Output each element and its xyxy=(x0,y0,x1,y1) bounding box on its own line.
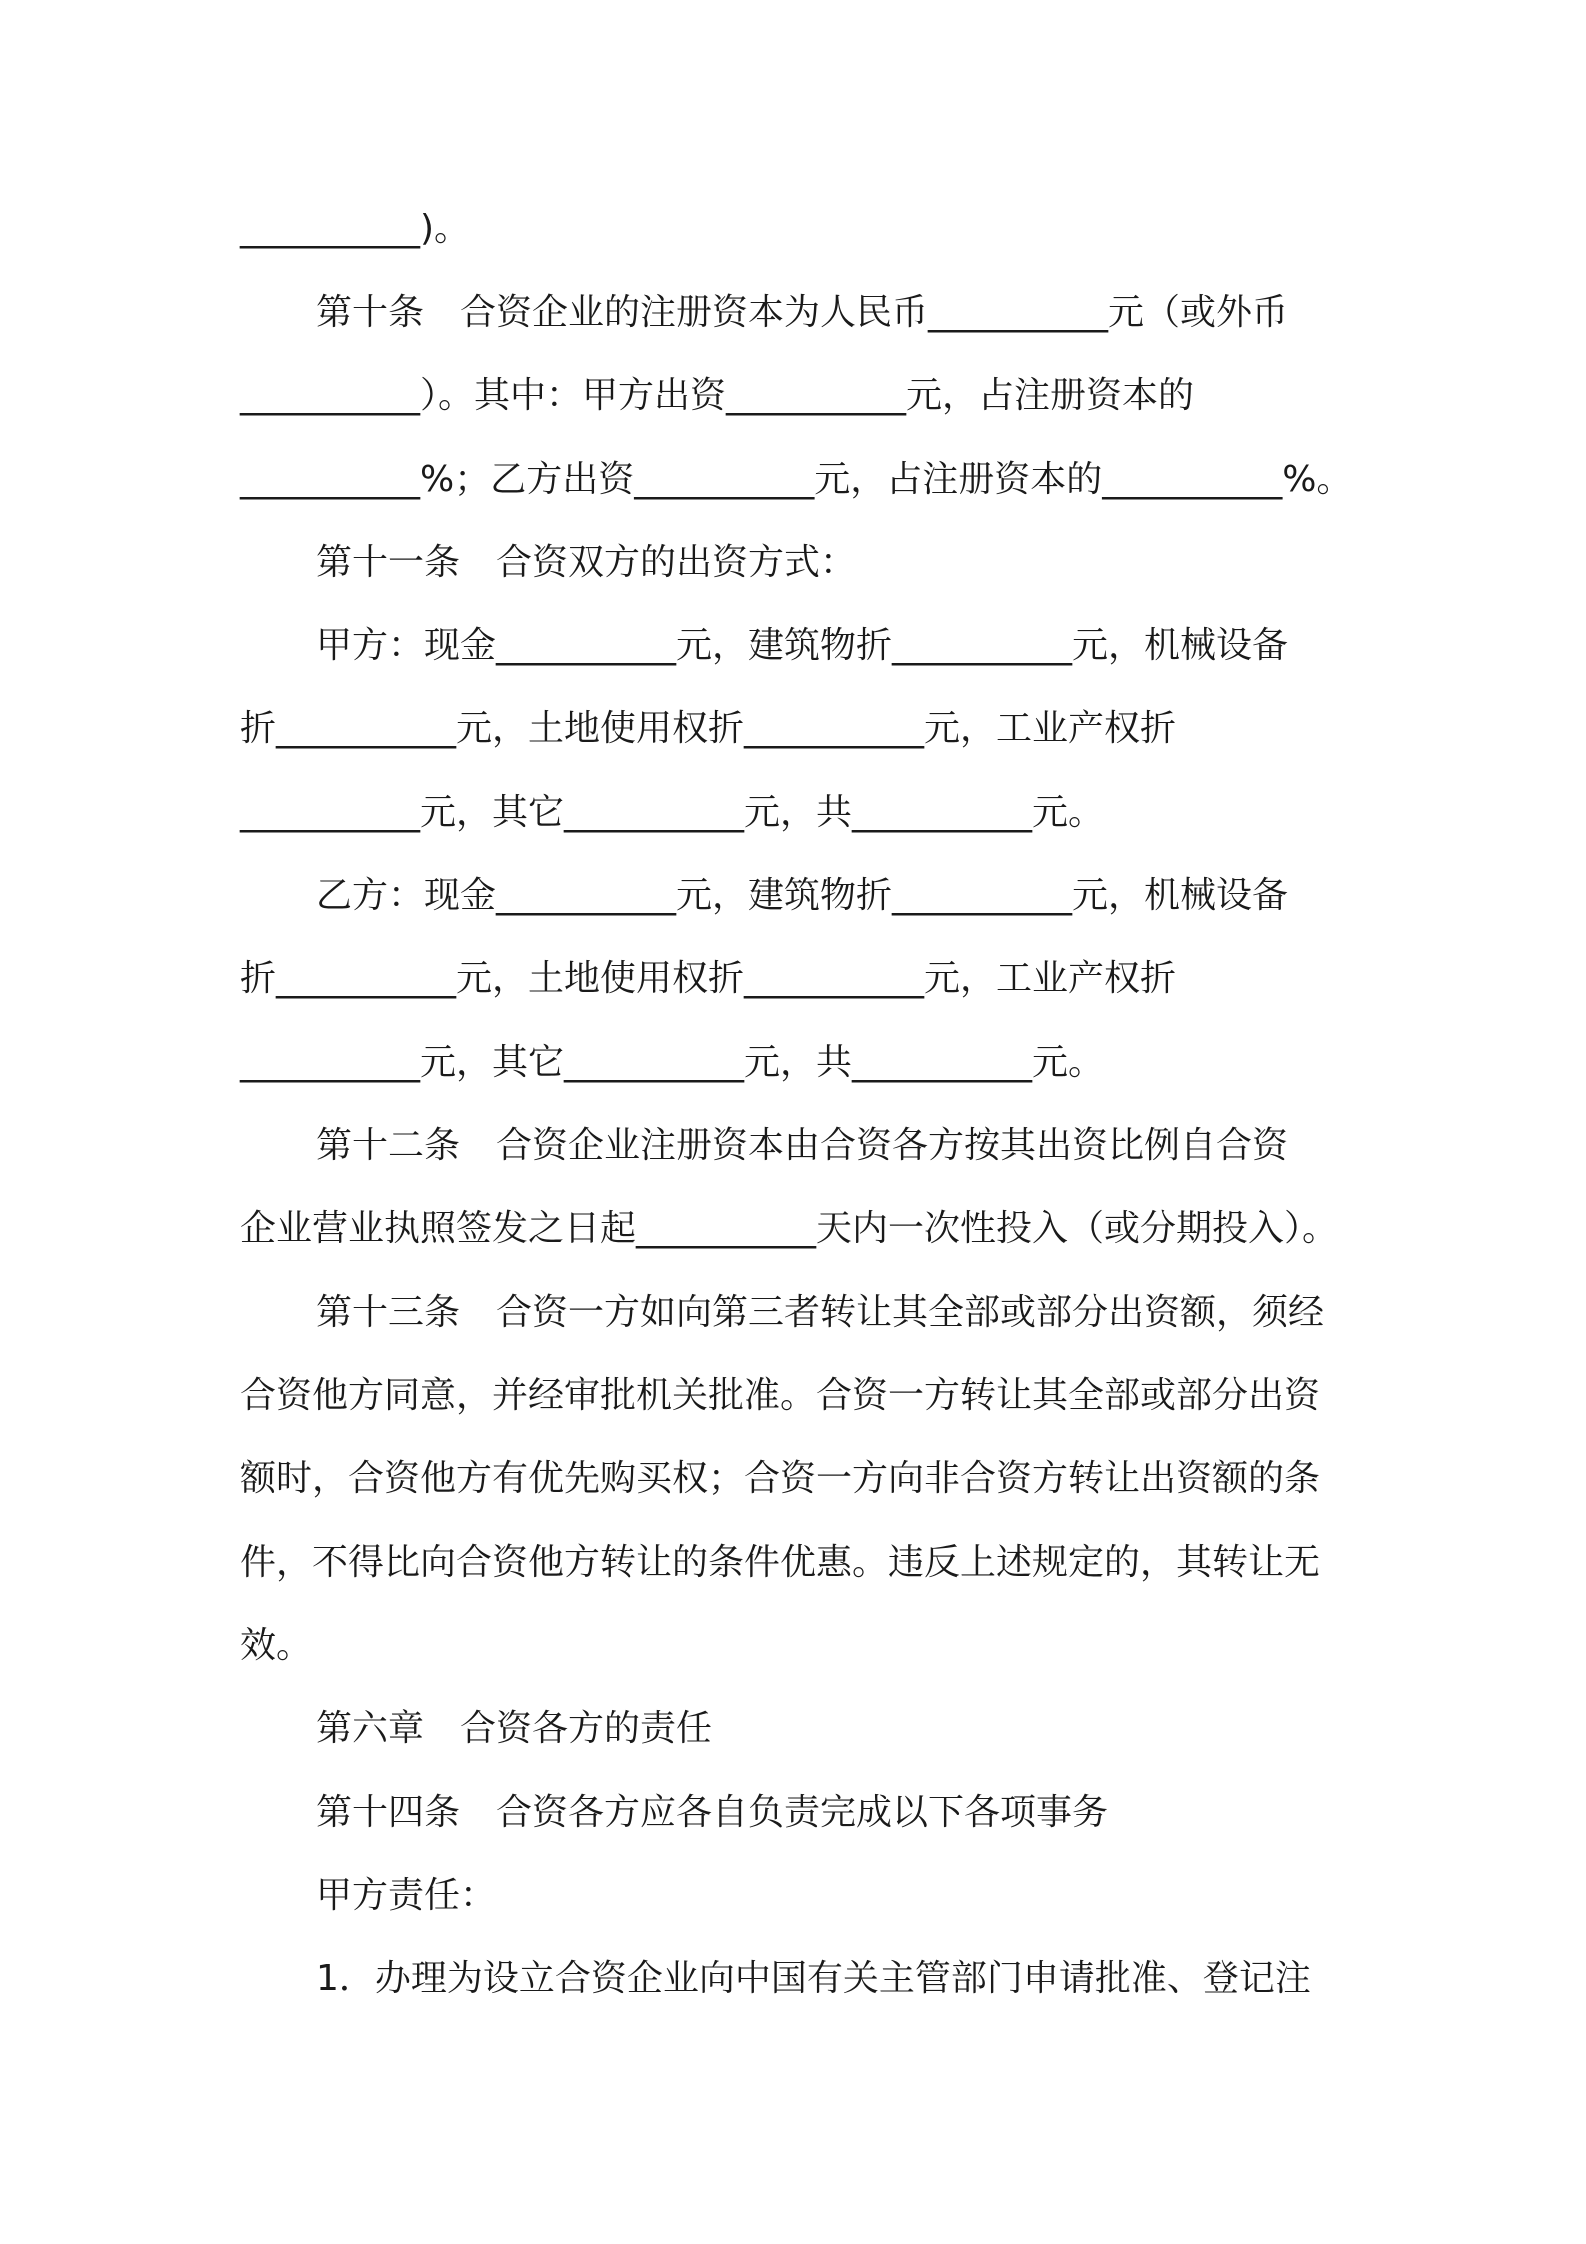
article-13-line-3: 额时，合资他方有优先购买权；合资一方向非合资方转让出资额的条 xyxy=(240,1458,1321,1499)
article-11-heading: 第十一条 合资双方的出资方式： xyxy=(316,542,857,583)
article-14-heading: 第十四条 合资各方应各自负责完成以下各项事务 xyxy=(316,1792,1109,1833)
chapter-6-heading: 第六章 合资各方的责任 xyxy=(316,1708,713,1749)
article-13-line-1: 第十三条 合资一方如向第三者转让其全部或部分出资额，须经 xyxy=(316,1292,1325,1333)
article-10-line-1: 第十条 合资企业的注册资本为人民币__________元（或外币 xyxy=(316,292,1289,333)
article-13-line-2: 合资他方同意，并经审批机关批准。合资一方转让其全部或部分出资 xyxy=(240,1375,1321,1416)
responsibility-item-1: 1．办理为设立合资企业向中国有关主管部门申请批准、登记注 xyxy=(316,1958,1311,1999)
text-line-capital-foreign-cont: __________)。 xyxy=(240,208,471,249)
party-a-contribution-line-2: 折__________元，土地使用权折__________元，工业产权折 xyxy=(240,708,1177,749)
party-a-contribution-line-3: __________元，其它__________元，共__________元。 xyxy=(240,792,1105,833)
article-12-line-1: 第十二条 合资企业注册资本由合资各方按其出资比例自合资 xyxy=(316,1125,1289,1166)
party-a-contribution-line-1: 甲方：现金__________元，建筑物折__________元，机械设备 xyxy=(316,625,1289,666)
article-10-line-3: __________%；乙方出资__________元，占注册资本的__________%。 xyxy=(240,459,1353,500)
article-12-line-2: 企业营业执照签发之日起__________天内一次性投入（或分期投入）。 xyxy=(240,1208,1339,1249)
article-10-line-2: __________）。其中：甲方出资__________元，占注册资本的 xyxy=(240,375,1195,416)
party-a-responsibility-heading: 甲方责任： xyxy=(316,1875,497,1916)
article-13-line-4: 件，不得比向合资他方转让的条件优惠。违反上述规定的，其转让无 xyxy=(240,1542,1321,1583)
article-13-line-5: 效。 xyxy=(240,1625,313,1666)
party-b-contribution-line-1: 乙方：现金__________元，建筑物折__________元，机械设备 xyxy=(316,875,1289,916)
party-b-contribution-line-3: __________元，其它__________元，共__________元。 xyxy=(240,1042,1105,1083)
party-b-contribution-line-2: 折__________元，土地使用权折__________元，工业产权折 xyxy=(240,958,1177,999)
